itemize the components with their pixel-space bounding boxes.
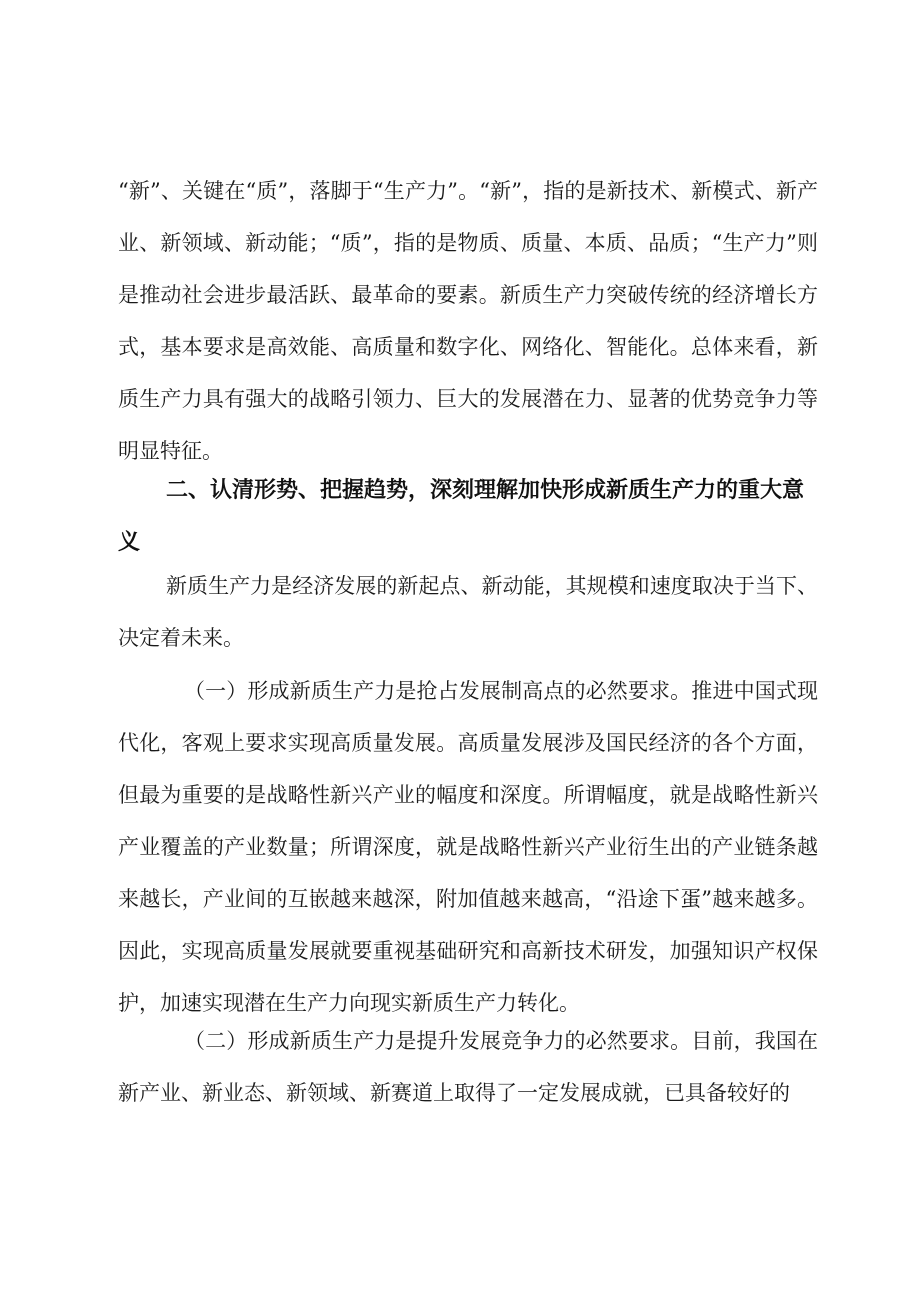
text-section-5 — [118, 1015, 818, 1119]
text-section-2 — [118, 465, 818, 569]
text-section-3 — [118, 560, 818, 664]
body-paragraph-lead: 新质生产力是经济发展的新起点、新动能，其规模和速度取决于当下、决定着未来。 — [118, 574, 818, 650]
body-paragraph-sub-2: （二）形成新质生产力是提升发展竞争力的必然要求。目前，我国在新产业、新业态、新领域、新赛道上取得了一定发展成就，已具备较好的 — [118, 1029, 818, 1105]
section-heading: 二、认清形势、把握趋势，深刻理解加快形成新质生产力的重大意义 — [118, 478, 805, 555]
body-paragraph-sub-1: （一）形成新质生产力是抢占发展制高点的必然要求。推进中国式现代化，客观上要求实现高质量发展。高质量发展涉及国民经济的各个方面，但最为重要的是战略性新兴产业的幅度和深度。所谓幅度，就是战略性新兴产业覆盖的产业数量；所谓深度，就是战略性新兴产业衍生出的产业链条越来越长，产业间的互嵌越来越深，附加值越来越高，“沿途下蛋”越来越多。因此，实现高质量发展就要重视基础研究和高新技术研发，加强知识产权保护，加速实现潜在生产力向现实新质生产力转化。 — [118, 679, 818, 1015]
body-paragraph-intro: “新”、关键在“质”，落脚于“生产力”。“新”，指的是新技术、新模式、新产业、新领域、新动能；“质”，指的是物质、质量、本质、品质；“生产力”则是推动社会进步最活跃、最革命的要素。新质生产力突破传统的经济增长方式，基本要求是高效能、高质量和数字化、网络化、智能化。总体来看，新质生产力具有强大的战略引领力、巨大的发展潜在力、显著的优势竞争力等明显特征。 — [118, 179, 818, 463]
text-section-4 — [118, 665, 818, 1029]
text-section-1 — [118, 165, 818, 477]
